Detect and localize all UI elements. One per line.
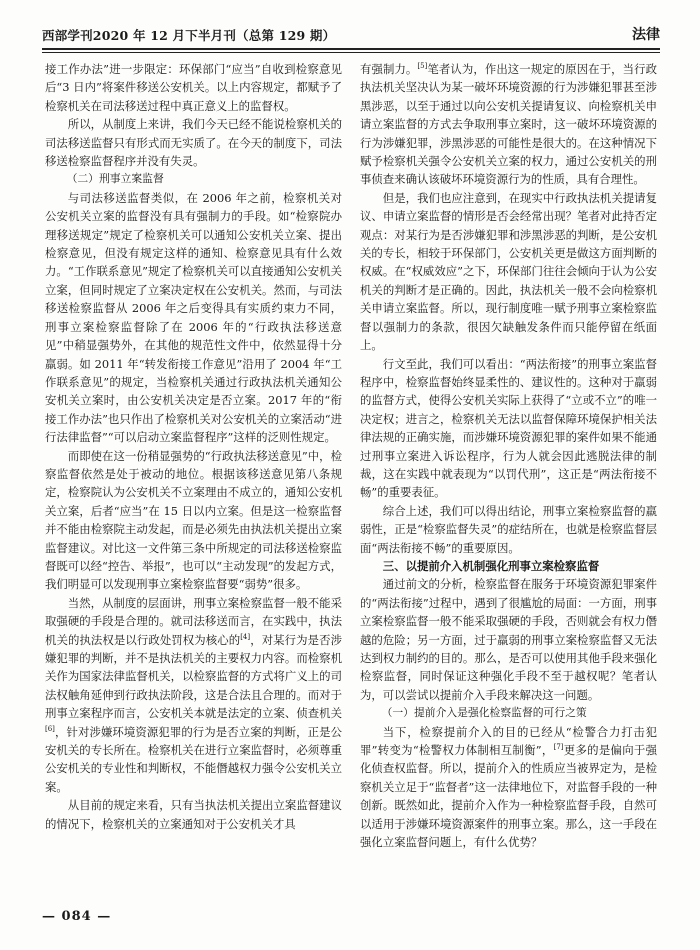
citation: [5] <box>417 62 428 71</box>
section-heading: 三、以提前介入机制强化刑事立案检察监督 <box>382 558 600 573</box>
subsection-heading: （二）刑事立案监督 <box>66 172 164 186</box>
citation: [4] <box>240 632 251 641</box>
text: 有强制力。 <box>360 62 418 76</box>
paragraph: 接工作办法”进一步限定：环保部门“应当”自收到检察意见后“3 日内”将案件移送公安机关。以上内容规定，都赋予了检察机关在司法移送过程中真正意义上的监督权。 <box>45 62 342 113</box>
header-rule-thin <box>42 52 660 53</box>
paragraph: 所以，从制度上来讲，我们今天已经不能说检察机关的司法移送监督只有形式而无实质了。在今天的制度下，司法移送检察监督程序并没有失灵。 <box>45 117 342 169</box>
journal-title: 西部学刊2020 年 12 月下半月刊（总第 129 期） <box>42 28 336 43</box>
text: ，对某行为是否涉嫌犯罪的判断，并不是执法机关的主要权力内容。而检察机关作为国家法律监督机关，以检察监督的方式将广义上的司法权触角延伸到行政执法阶段，这是合法且合理的。而对于刑事立案程序而言，公安机关本就是法定的立案、侦查机关 <box>45 632 342 721</box>
paragraph <box>360 723 657 852</box>
text: 笔者认为，作出这一规定的原因在于，当行政执法机关坚决认为某一破坏环境资源的行为涉嫌犯罪甚至涉黑涉恶，以至于通过以向公安机关提请复议、向检察机关申请立案监督的方式去争取刑事立案时，这一破坏环境资源的行为涉嫌犯罪，涉黑涉恶的可能性是很大的。在这种情况下赋予检察机关强令公安机关立案的权力，通过公安机关的刑事侦查来确认该破坏环境资源行为的性质，具有合理性。 <box>360 62 657 187</box>
text: 更多的是偏向于强化侦查权监督。所以，提前介入的性质应当被界定为，是检察机关立足于“监督者”这一法律地位下，对监督手段的一种创新。既然如此，提前介入作为一种检察监督手段，自然可以适用于涉嫌环境资源案件的刑事立案。那么，这一手段在强化立案监督问题上，有什么优势？ <box>360 743 657 850</box>
text: 当然，从制度的层面讲，刑事立案检察监督一般不能采取强硬的手段是合理的。就司法移送而言，在实践中，执法机关的执法权是以行政处罚权为核心的 <box>45 595 342 647</box>
paragraph: 从目前的规定来看，只有当执法机关提出立案监督建议的情况下，检察机关的立案通知对于公安机关才具 <box>45 798 342 831</box>
page-number: — 084 — <box>42 909 112 924</box>
paragraph: 行文至此，我们可以看出：“两法衔接”的刑事立案监督程序中，检察监督始终显柔性的、建议性的。这种对于羸弱的监督方式，使得公安机关实际上获得了“立或不立”的唯一决定权；进言之，检察机关无法以监督保障环境保护相关法律法规的正确实施，而涉嫌环境资源犯罪的案件如果不能通过刑事立案进入诉讼程序，行为人就会因此逃脱法律的制裁，这在实践中就表现为“以罚代刑”，这正是“两法衔接不畅”的重要表征。 <box>360 356 657 500</box>
text: ，针对涉嫌环境资源犯罪的行为是否立案的判断，正是公安机关的专长所在。检察机关在进行立案监督时，必须尊重公安机关的专业性和判断权，不能僭越权力强令公安机关立案。 <box>45 724 342 794</box>
text: 当下，检察提前介入的目的已经从“检警合力打击犯罪”转变为“检警权力体制相互制衡”， <box>360 724 657 758</box>
paragraph: 与司法移送监督类似，在 2006 年之前，检察机关对公安机关立案的监督没有具有强制力的手段。如“检察院办理移送规定”规定了检察机关可以通知公安机关立案、提出检察意见，但没有规定这样的通知、检察意见具有什么效力。“工作联系意见”规定了检察机关可以直接通知公安机关立案，但同时规定了立案决定权在公安机关。然而，与司法移送检察监督从 2006 年之后变得具有实质约束力不同，刑事立案检察监督除了在 2006 年的“行政执法移送意见”中稍显强势外，在其他的规范性文件中，依然显得十分羸弱。如 2011 年“转发衔接工作意见”沿用了 2004 年“工作联系意见”的规定，当检察机关通过行政执法机关通知公安机关立案时，由公安机关决定是否立案。2017 年的“衔接工作办法”也只作出了检察机关对公安机关的立案活动“进行法律监督”“可以启动立案监督程序”这样的泛则性规定。 <box>45 190 342 445</box>
paragraph <box>45 594 342 796</box>
paragraph: 而即使在这一份稍显强势的“行政执法移送意见”中，检察监督依然是处于被动的地位。根据该移送意见第八条规定，检察院认为公安机关不立案理由不成立的，通知公安机关立案，后者“应当”在 15 日以内立案。但是这一检察监督并不能由检察院主动发起，而是必须先由执法机关提出立案监督建议。对比这一文件第三条中所规定的司法移送检察监督既可以经“控告、举报”，也可以“主动发现”的发起方式，我们明显可以发现刑事立案检察监督要“弱势”很多。 <box>45 448 342 592</box>
right-column <box>360 60 657 851</box>
paragraph <box>360 60 657 189</box>
header-rule <box>42 48 660 50</box>
paragraph: 通过前文的分析，检察监督在服务于环境资源犯罪案件的“两法衔接”过程中，遇到了很尴尬的局面：一方面，刑事立案检察监督一般不能采取强硬的手段，否则就会有权力僭越的危险；另一方面，过于羸弱的刑事立案检察监督又无法达到权力制约的目的。那么，是否可以使用其他手段来强化检察监督，同时保证这种强化手段不至于越权呢？笔者认为，可以尝试以提前介入手段来解决这一问题。 <box>360 577 657 702</box>
left-column <box>45 60 342 833</box>
citation: [7] <box>553 743 564 752</box>
page-header <box>42 26 660 46</box>
citation: [6] <box>45 724 55 733</box>
section-label: 法律 <box>632 27 660 43</box>
paragraph: 但是，我们也应注意到，在现实中行政执法机关提请复议、申请立案监督的情形是否会经常出现？笔者对此持否定观点：对某行为是否涉嫌犯罪和涉黑涉恶的判断，是公安机关的专长，相较于环保部门，公安机关更是做这方面判断的权威。在“权威效应”之下，环保部门往往会倾向于认为公安机关的判断才是正确的。因此，执法机关一般不会向检察机关申请立案监督。所以，现行制度唯一赋予刑事立案检察监督以强制力的条款，很因欠缺触发条件而只能停留在纸面上。 <box>360 190 657 353</box>
subsection-heading: （一）提前介入是强化检察监督的可行之策 <box>381 706 587 720</box>
paragraph: 综合上述，我们可以得出结论，刑事立案检察监督的羸弱性，正是“检察监督失灵”的症结所在，也就是检察监督层面“两法衔接不畅”的重要原因。 <box>360 503 657 555</box>
